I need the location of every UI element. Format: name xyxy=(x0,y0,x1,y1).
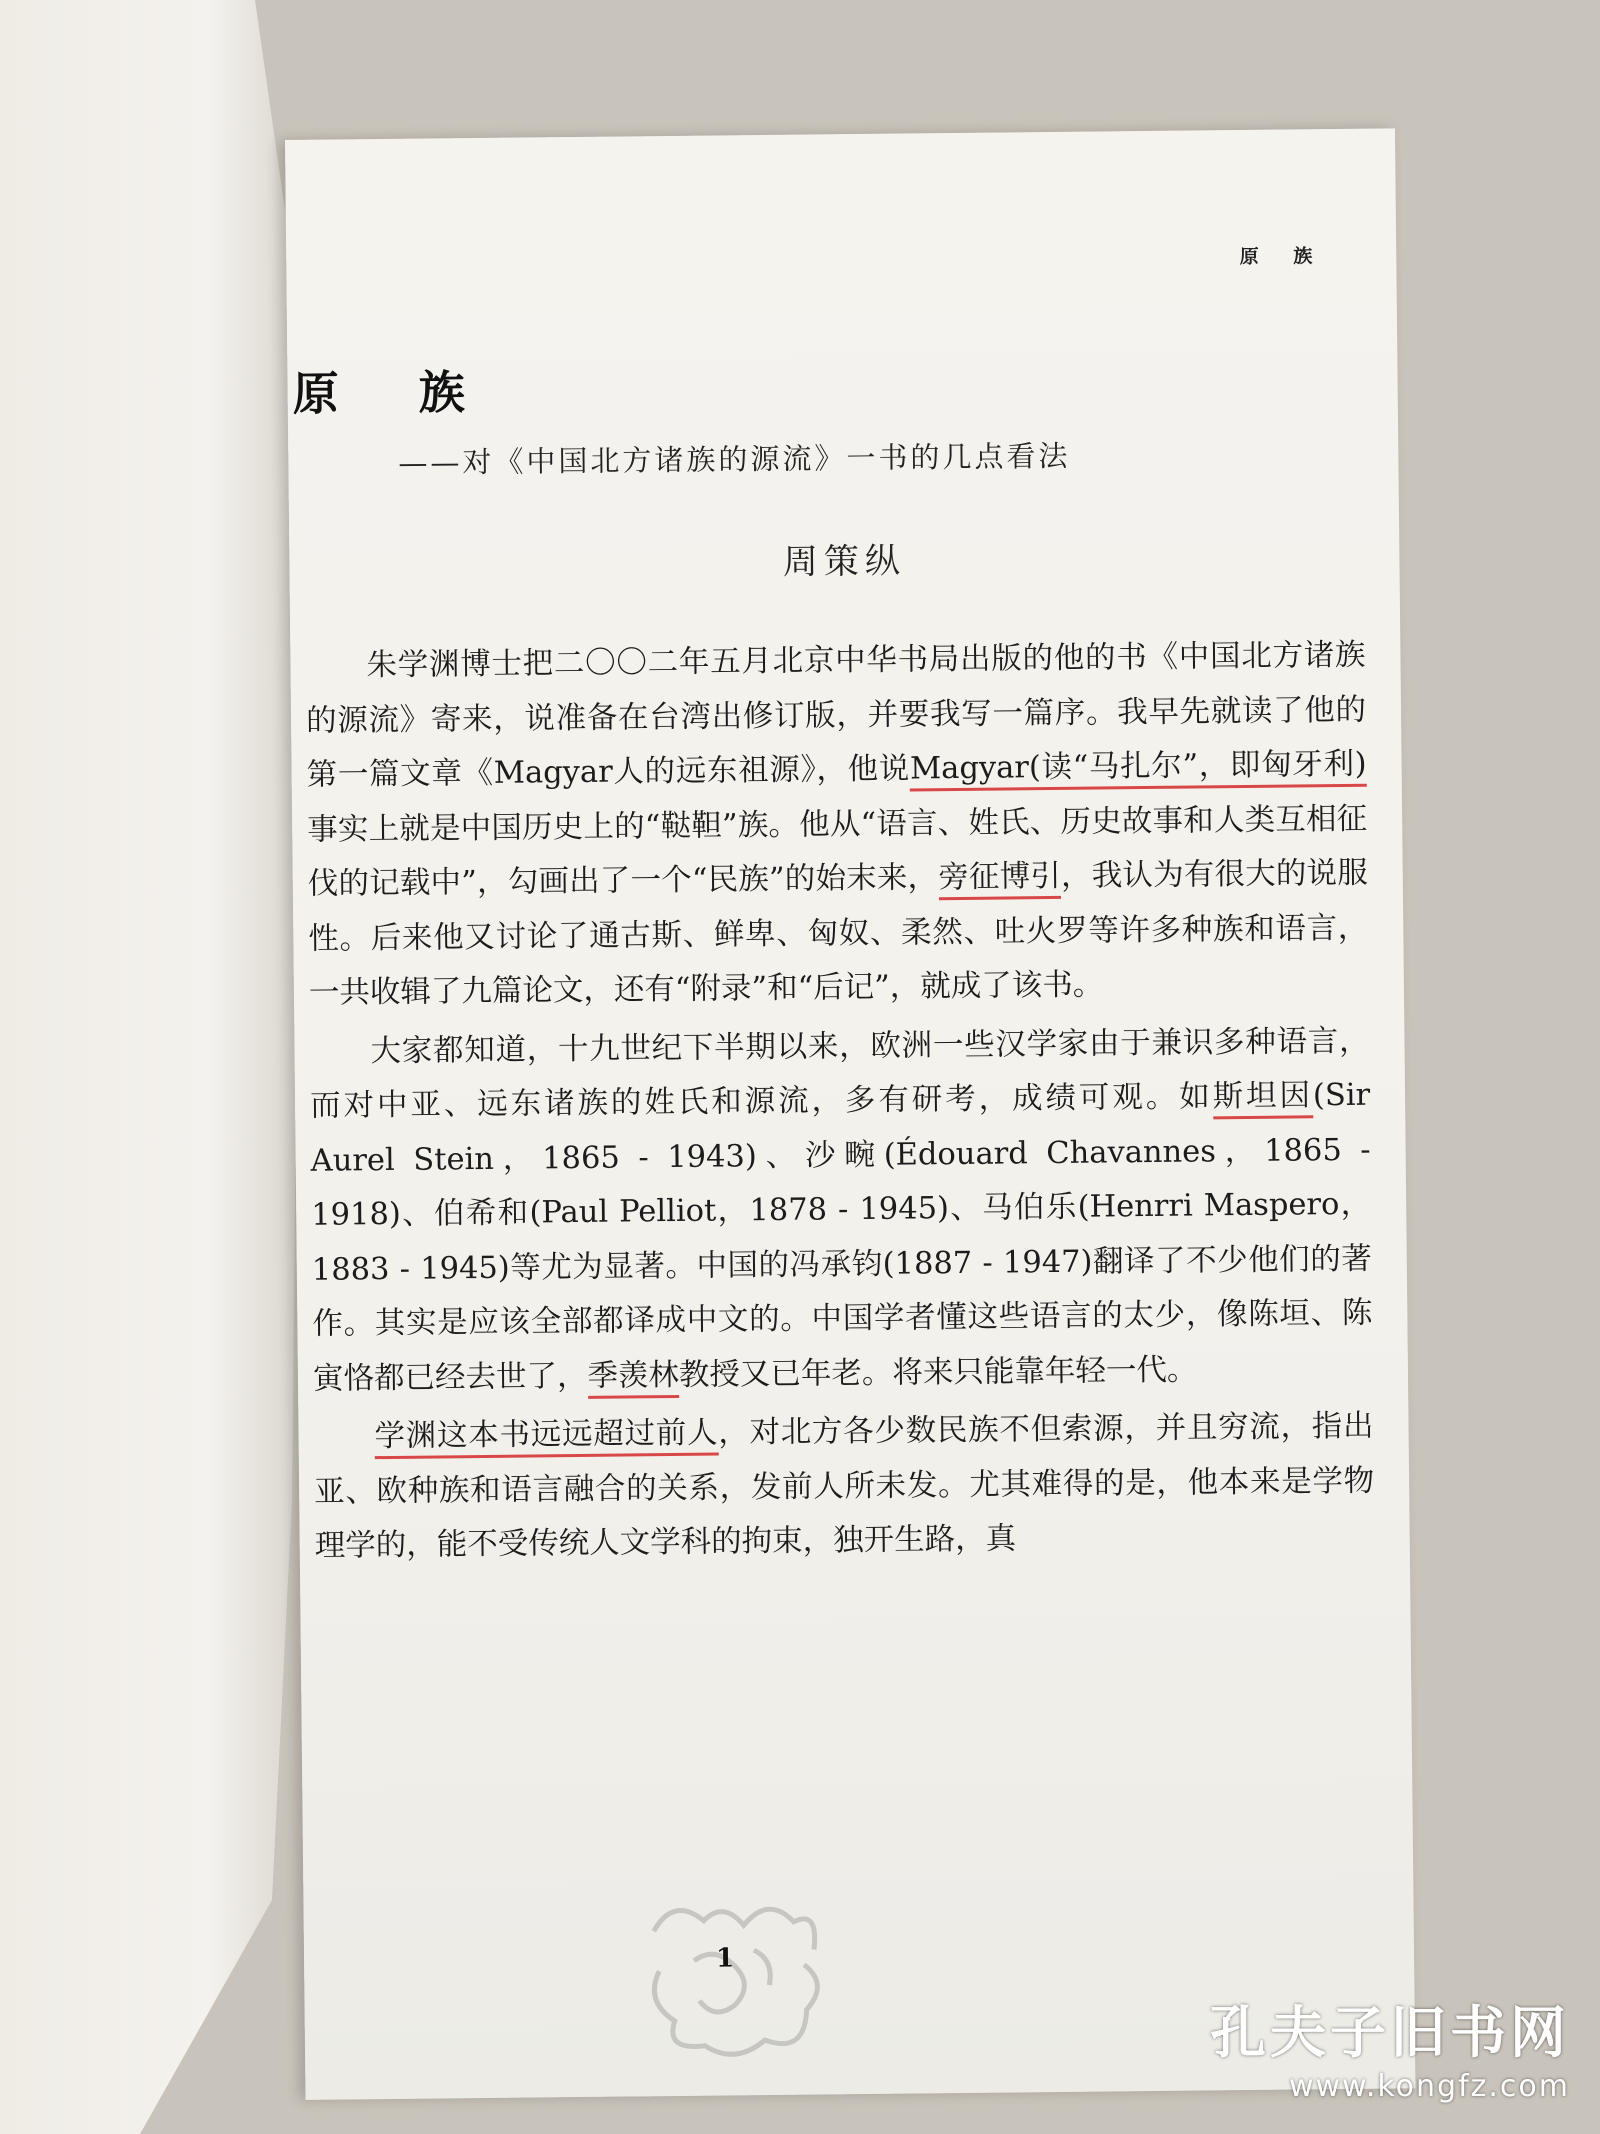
body-text xyxy=(305,629,1375,1579)
book-page xyxy=(285,128,1415,2100)
text-span: (Sir Aurel Stein，1865 - 1943)、沙畹(Édouard Chavannes，1865 - 1918)、伯希和(Paul Pelliot，1878 - 1945)、马伯乐(Henrri Maspero，1883 - 1945)等尤为显著。中国的冯承钧(1887 - 1947)翻译了不少他们的著作。其实是应该全部都译成中文的。中国学者懂这些语言的太少，像陈垣、陈寅恪都已经去世了， xyxy=(310,1077,1373,1397)
text-span: 大家都知道，十九世纪下半期以来，欧洲一些汉学家由于兼识多种语言，而对中亚、远东诸族的姓氏和源流，多有研考，成绩可观。如 xyxy=(309,1023,1370,1124)
left-page-edge xyxy=(0,0,300,2134)
red-underline-mark: 学渊这本书远远超过前人 xyxy=(374,1416,718,1460)
text-span: 教授又已年老。将来只能靠年轻一代。 xyxy=(678,1352,1198,1393)
red-underline-mark: 斯坦因 xyxy=(1212,1078,1313,1119)
paragraph-3 xyxy=(313,1400,1375,1575)
text-span: 朱学渊博士把二〇〇二年五月北京中华书局出版的他的书《中国北方诸族的源流》寄来，说准备在台湾出修订版，并要我写一篇序。我早先就读了他的第一篇文章《Magyar人的远东祖源》，他说 xyxy=(305,637,1367,793)
red-underline-mark: 旁征博引 xyxy=(938,859,1061,900)
watermark xyxy=(1210,1989,1570,2104)
decorative-ornament xyxy=(633,1889,835,2066)
page-number: 1 xyxy=(715,1943,735,1974)
text-span: ，我认为有很大的说服性。后来他又讨论了通古斯、鲜卑、匈奴、柔然、吐火罗等许多种族和语言，一共收辑了九篇论文，还有“附录”和“后记”，就成了该书。 xyxy=(308,855,1369,1011)
running-head: 原 族 xyxy=(1239,245,1327,269)
author-name: 周策纵 xyxy=(782,541,907,583)
watermark-url: www.kongfz.com xyxy=(1288,2069,1570,2104)
article-title: 原 族 xyxy=(292,364,497,421)
article-subtitle: ——对《中国北方诸族的源流》一书的几点看法 xyxy=(398,438,1071,480)
watermark-name: 孔夫子旧书网 xyxy=(1210,2001,1570,2066)
paragraph-2 xyxy=(309,1014,1373,1407)
text-span: ，对北方各少数民族不但索源，并且穷流，指出亚、欧种族和语言融合的关系，发前人所未发。尤其难得的是，他本来是学物理学的，能不受传统人文学科的拘束，独开生路，真 xyxy=(313,1408,1375,1564)
red-underline-mark: Magyar(读“马扎尔”，即匈牙利) xyxy=(910,747,1367,792)
paragraph-1 xyxy=(305,629,1369,1022)
red-underline-mark: 季羡林 xyxy=(587,1357,679,1398)
text-span: 事实上就是中国历史上的“鞑靼”族。他从“语言、姓氏、历史故事和人类互相征伐的记载中”，勾画出了一个“民族”的始末来， xyxy=(307,801,1368,902)
